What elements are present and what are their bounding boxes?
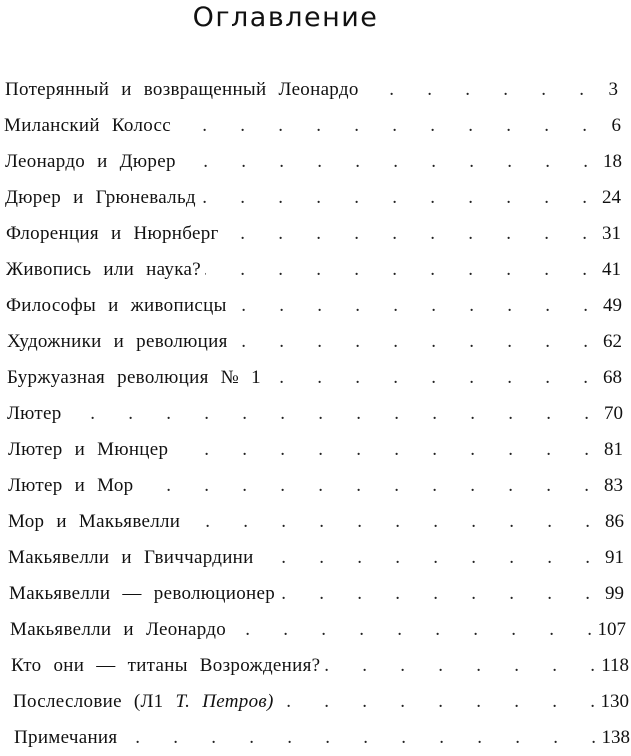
toc-entry[interactable]	[8, 468, 623, 504]
toc-entry-title: Дюрер и Грюневальд	[5, 187, 196, 208]
toc-entry-page: 70	[604, 403, 623, 424]
toc-entry-title: Макьявелли — революционер	[9, 583, 276, 604]
dot-leader	[230, 619, 592, 641]
toc-entry-page: 31	[602, 223, 621, 244]
toc-entry-page: 91	[605, 547, 624, 568]
dot-leader	[205, 259, 587, 281]
dot-leader	[172, 439, 589, 461]
dot-leader	[200, 187, 587, 209]
toc-entry[interactable]	[11, 648, 629, 684]
dot-leader	[232, 331, 588, 353]
toc-entry[interactable]	[10, 612, 626, 648]
dot-leader	[121, 727, 596, 749]
toc-entry-title: Мор и Макьявелли	[8, 511, 181, 532]
toc-entry[interactable]	[7, 324, 622, 360]
dot-leader	[258, 547, 590, 569]
toc-entry[interactable]	[6, 252, 621, 288]
toc-entry[interactable]	[5, 180, 621, 216]
dot-leader	[279, 583, 590, 605]
toc-entry-page: 6	[611, 115, 621, 136]
dot-leader	[324, 655, 595, 677]
toc-entry[interactable]	[8, 540, 624, 576]
toc-entry-page: 130	[600, 691, 629, 712]
toc-entry[interactable]	[5, 72, 618, 108]
toc-entry[interactable]	[5, 144, 622, 180]
dot-leader	[184, 511, 590, 533]
toc-entry-title: Лютер и Мор	[8, 475, 134, 496]
toc-entry-title: Философы и живописцы	[6, 295, 227, 316]
toc-entry[interactable]	[4, 108, 621, 144]
toc-entry-page: 62	[603, 331, 622, 352]
toc-entry-page: 107	[597, 619, 626, 640]
toc-entry-page: 86	[605, 511, 624, 532]
toc-entry-title: Примечания	[14, 727, 118, 748]
dot-leader	[231, 295, 588, 317]
toc-entry-title: Лютер	[7, 403, 62, 424]
toc-entry-title: Потерянный и возвращенный Леонардо	[5, 79, 359, 100]
dot-leader	[363, 79, 584, 101]
dot-leader	[180, 151, 588, 173]
toc-entry-title: Флоренция и Нюрнберг	[6, 223, 219, 244]
toc-entry-page: 83	[604, 475, 623, 496]
toc-entry-title	[13, 691, 274, 713]
page-title: Оглавление	[192, 2, 379, 33]
toc-entry-title: Художники и революция	[7, 331, 228, 352]
toc-entry[interactable]	[14, 720, 630, 756]
toc-entry[interactable]	[7, 360, 622, 396]
dot-leader	[223, 223, 587, 245]
dot-leader	[175, 115, 587, 137]
dot-leader	[137, 475, 589, 497]
toc-entry[interactable]	[8, 504, 624, 540]
dot-leader	[278, 691, 595, 713]
toc-entry-title: Живопись или наука?	[6, 259, 201, 280]
toc-entry-title-author: Т. Петров)	[175, 691, 274, 712]
toc-entry-page: 68	[603, 367, 622, 388]
toc-entry[interactable]	[7, 396, 623, 432]
toc-entry-page: 81	[604, 439, 623, 460]
toc-entry-title: Буржуазная революция № 1	[7, 367, 261, 388]
toc-entry-title: Макьявелли и Леонардо	[10, 619, 227, 640]
toc-entry-title: Леонардо и Дюрер	[5, 151, 176, 172]
toc-entry-page: 18	[603, 151, 622, 172]
toc-entry[interactable]	[9, 576, 624, 612]
toc-entry-page: 3	[608, 79, 618, 100]
toc-entry-title-main: Послесловие (Л1	[13, 691, 176, 712]
toc-entry-page: 49	[603, 295, 622, 316]
dot-leader	[66, 403, 589, 425]
dot-leader	[265, 367, 588, 389]
toc-entry-title: Миланский Колосс	[4, 115, 171, 136]
toc-entry-title: Кто они — титаны Возрождения?	[11, 655, 321, 676]
toc-entry-title: Макьявелли и Гвиччардини	[8, 547, 254, 568]
toc-entry-page: 41	[602, 259, 621, 280]
toc-entry-page: 24	[602, 187, 621, 208]
toc-entry-page: 118	[601, 655, 629, 676]
toc-entry-title: Лютер и Мюнцер	[8, 439, 169, 460]
toc-entry[interactable]	[13, 684, 629, 720]
toc-entry[interactable]	[8, 432, 623, 468]
toc-entry[interactable]	[6, 288, 622, 324]
toc-entry-page: 99	[605, 583, 624, 604]
toc-entry[interactable]	[6, 216, 621, 252]
toc-entry-page: 138	[601, 727, 630, 748]
